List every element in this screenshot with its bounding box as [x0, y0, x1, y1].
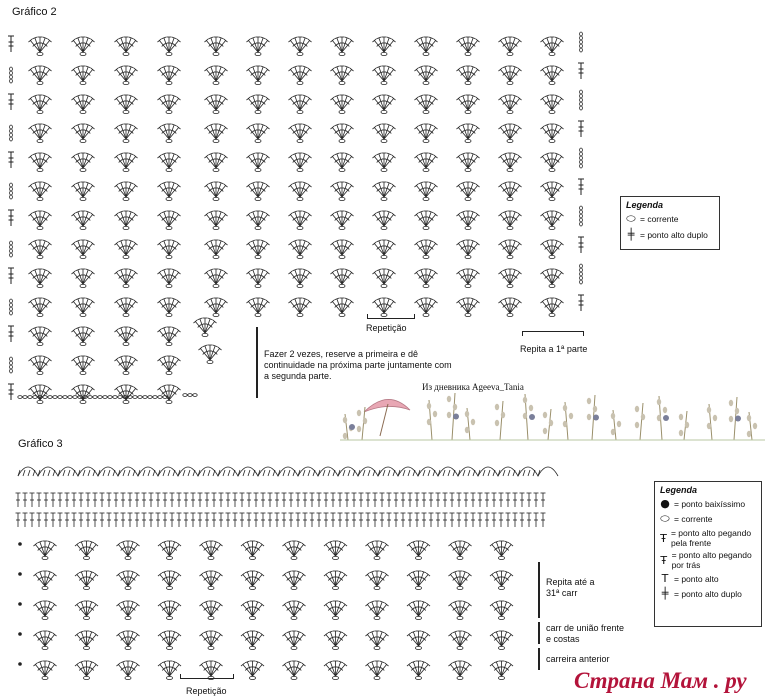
- chart3-note-bracket-2: [538, 622, 540, 644]
- stitch-fan: [241, 571, 264, 590]
- stitch-fan: [365, 631, 388, 650]
- chart3-side-note-3: carreira anterior: [546, 654, 610, 664]
- legend-label: = ponto alto duplo: [674, 588, 742, 599]
- stitch-fan: [282, 661, 305, 680]
- stitch-fan: [407, 631, 430, 650]
- chart3-side-note-1: Repita até a 31ª carr: [546, 577, 595, 598]
- chart2-note: Fazer 2 vezes, reserve a primeira e dê continuidade na próxima parte juntamente com a segunda parte.: [264, 349, 452, 381]
- stitch-fan: [33, 661, 56, 680]
- stitch-fan: [199, 631, 222, 650]
- stitch-fan: [158, 601, 181, 620]
- stitch-fan: [75, 631, 98, 650]
- chart2-title: Gráfico 2: [12, 6, 57, 18]
- stitch-fan: [33, 631, 56, 650]
- stitch-fan: [158, 661, 181, 680]
- legend-label: = ponto alto pegando por trás: [671, 550, 752, 570]
- stitch-fan: [448, 601, 471, 620]
- stitch-fan: [75, 601, 98, 620]
- legend-item: [660, 512, 756, 526]
- stitch-fan: [407, 541, 430, 560]
- scalloped-edge: [18, 467, 558, 476]
- chart3-title: Gráfico 3: [18, 438, 63, 450]
- slip-stitch-icon: ●: [660, 497, 670, 510]
- stitch-fan: [282, 631, 305, 650]
- stitch-fan: [158, 571, 181, 590]
- row-treble-a: [16, 493, 546, 507]
- credit-text: Из дневника Ageeva_Tania: [422, 382, 524, 392]
- chart3-legend: [654, 481, 762, 627]
- stitch-fan: [75, 571, 98, 590]
- stitch-fan: [365, 601, 388, 620]
- legend-label: = ponto alto duplo: [640, 229, 708, 240]
- stitch-fan: [448, 541, 471, 560]
- chart3-side-note-2: carr de união frente e costas: [546, 623, 625, 644]
- row-treble-b: [16, 513, 546, 527]
- stitch-fan: [116, 661, 139, 680]
- stitch-fan: [490, 601, 513, 620]
- stitch-fan: [282, 601, 305, 620]
- legend-title: Legenda: [660, 485, 698, 495]
- chart3-repeat-label: Repetição: [186, 686, 227, 696]
- stitch-fan: [116, 601, 139, 620]
- legend-item: [660, 528, 756, 548]
- stitch-fan: [324, 661, 347, 680]
- chart3-note-bracket-3: [538, 648, 540, 670]
- double-treble-icon: ╪: [627, 228, 635, 241]
- stitch-fan: [282, 541, 305, 560]
- stitch-fan: [407, 601, 430, 620]
- stitch-fan: [448, 631, 471, 650]
- stitch-fan: [365, 541, 388, 560]
- stitch-fan: [158, 631, 181, 650]
- legend-label: = corrente: [640, 214, 679, 224]
- stitch-fan: [116, 571, 139, 590]
- slip-stitch-symbol: [18, 662, 22, 666]
- stitch-fan: [199, 541, 222, 560]
- stitch-fan: [407, 571, 430, 590]
- chain-oval-icon: ⬭: [626, 212, 636, 225]
- legend-label: = corrente: [674, 514, 713, 524]
- stitch-fan: [33, 541, 56, 560]
- stitch-fan: [75, 541, 98, 560]
- slip-stitch-symbol: [18, 542, 22, 546]
- stitch-fan: [241, 661, 264, 680]
- legend-title: Legenda: [626, 200, 664, 210]
- stitch-fan: [490, 541, 513, 560]
- stitch-fan: [116, 631, 139, 650]
- stitch-fan: [490, 631, 513, 650]
- legend-item: [660, 587, 756, 600]
- chart2-repeat-label: Repetição: [366, 323, 407, 333]
- stitch-fan: [365, 661, 388, 680]
- stitch-fan: [365, 571, 388, 590]
- stitch-fan: [33, 601, 56, 620]
- stitch-fan: [282, 571, 305, 590]
- stitch-fan: [448, 571, 471, 590]
- legend-item: [660, 550, 756, 570]
- chart3-repeat-bracket: [180, 674, 234, 679]
- stitch-fan: [407, 661, 430, 680]
- chart3-note-bracket-1: [538, 562, 540, 618]
- legend-label: = ponto alto pegando pela frente: [670, 528, 752, 548]
- stitch-fan: [116, 541, 139, 560]
- slip-stitch-symbol: [18, 572, 22, 576]
- stitch-fan: [75, 661, 98, 680]
- stitch-fan: [448, 661, 471, 680]
- stitch-fan: [324, 571, 347, 590]
- legend-label: = ponto alto: [674, 573, 719, 584]
- stitch-fan: [324, 541, 347, 560]
- stitch-fan: [241, 601, 264, 620]
- stitch-fan: [33, 571, 56, 590]
- stitch-fan: [324, 631, 347, 650]
- stitch-fan: [241, 631, 264, 650]
- chart2-repeat-to-label: Repita a 1ª parte: [520, 344, 588, 354]
- front-post-icon: Ŧ: [660, 531, 667, 545]
- legend-item: [660, 572, 756, 585]
- slip-stitch-symbol: [18, 632, 22, 636]
- stitch-fan: [158, 541, 181, 560]
- stitch-fan: [199, 601, 222, 620]
- legend-label: = ponto baixíssimo: [674, 498, 746, 509]
- treble-icon: T: [661, 572, 669, 585]
- stitch-fan: [241, 541, 264, 560]
- slip-stitch-symbol: [18, 602, 22, 606]
- stitch-fan: [490, 661, 513, 680]
- watermark-logo: Страна Мам . ру: [574, 668, 747, 693]
- chain-oval-icon: ⬭: [660, 512, 670, 525]
- back-post-icon: Ŧ: [660, 553, 668, 567]
- stitch-fan: [324, 601, 347, 620]
- stitch-fan: [199, 571, 222, 590]
- double-treble-icon: ╪: [661, 587, 669, 600]
- stitch-fan: [490, 571, 513, 590]
- legend-item: [660, 497, 756, 510]
